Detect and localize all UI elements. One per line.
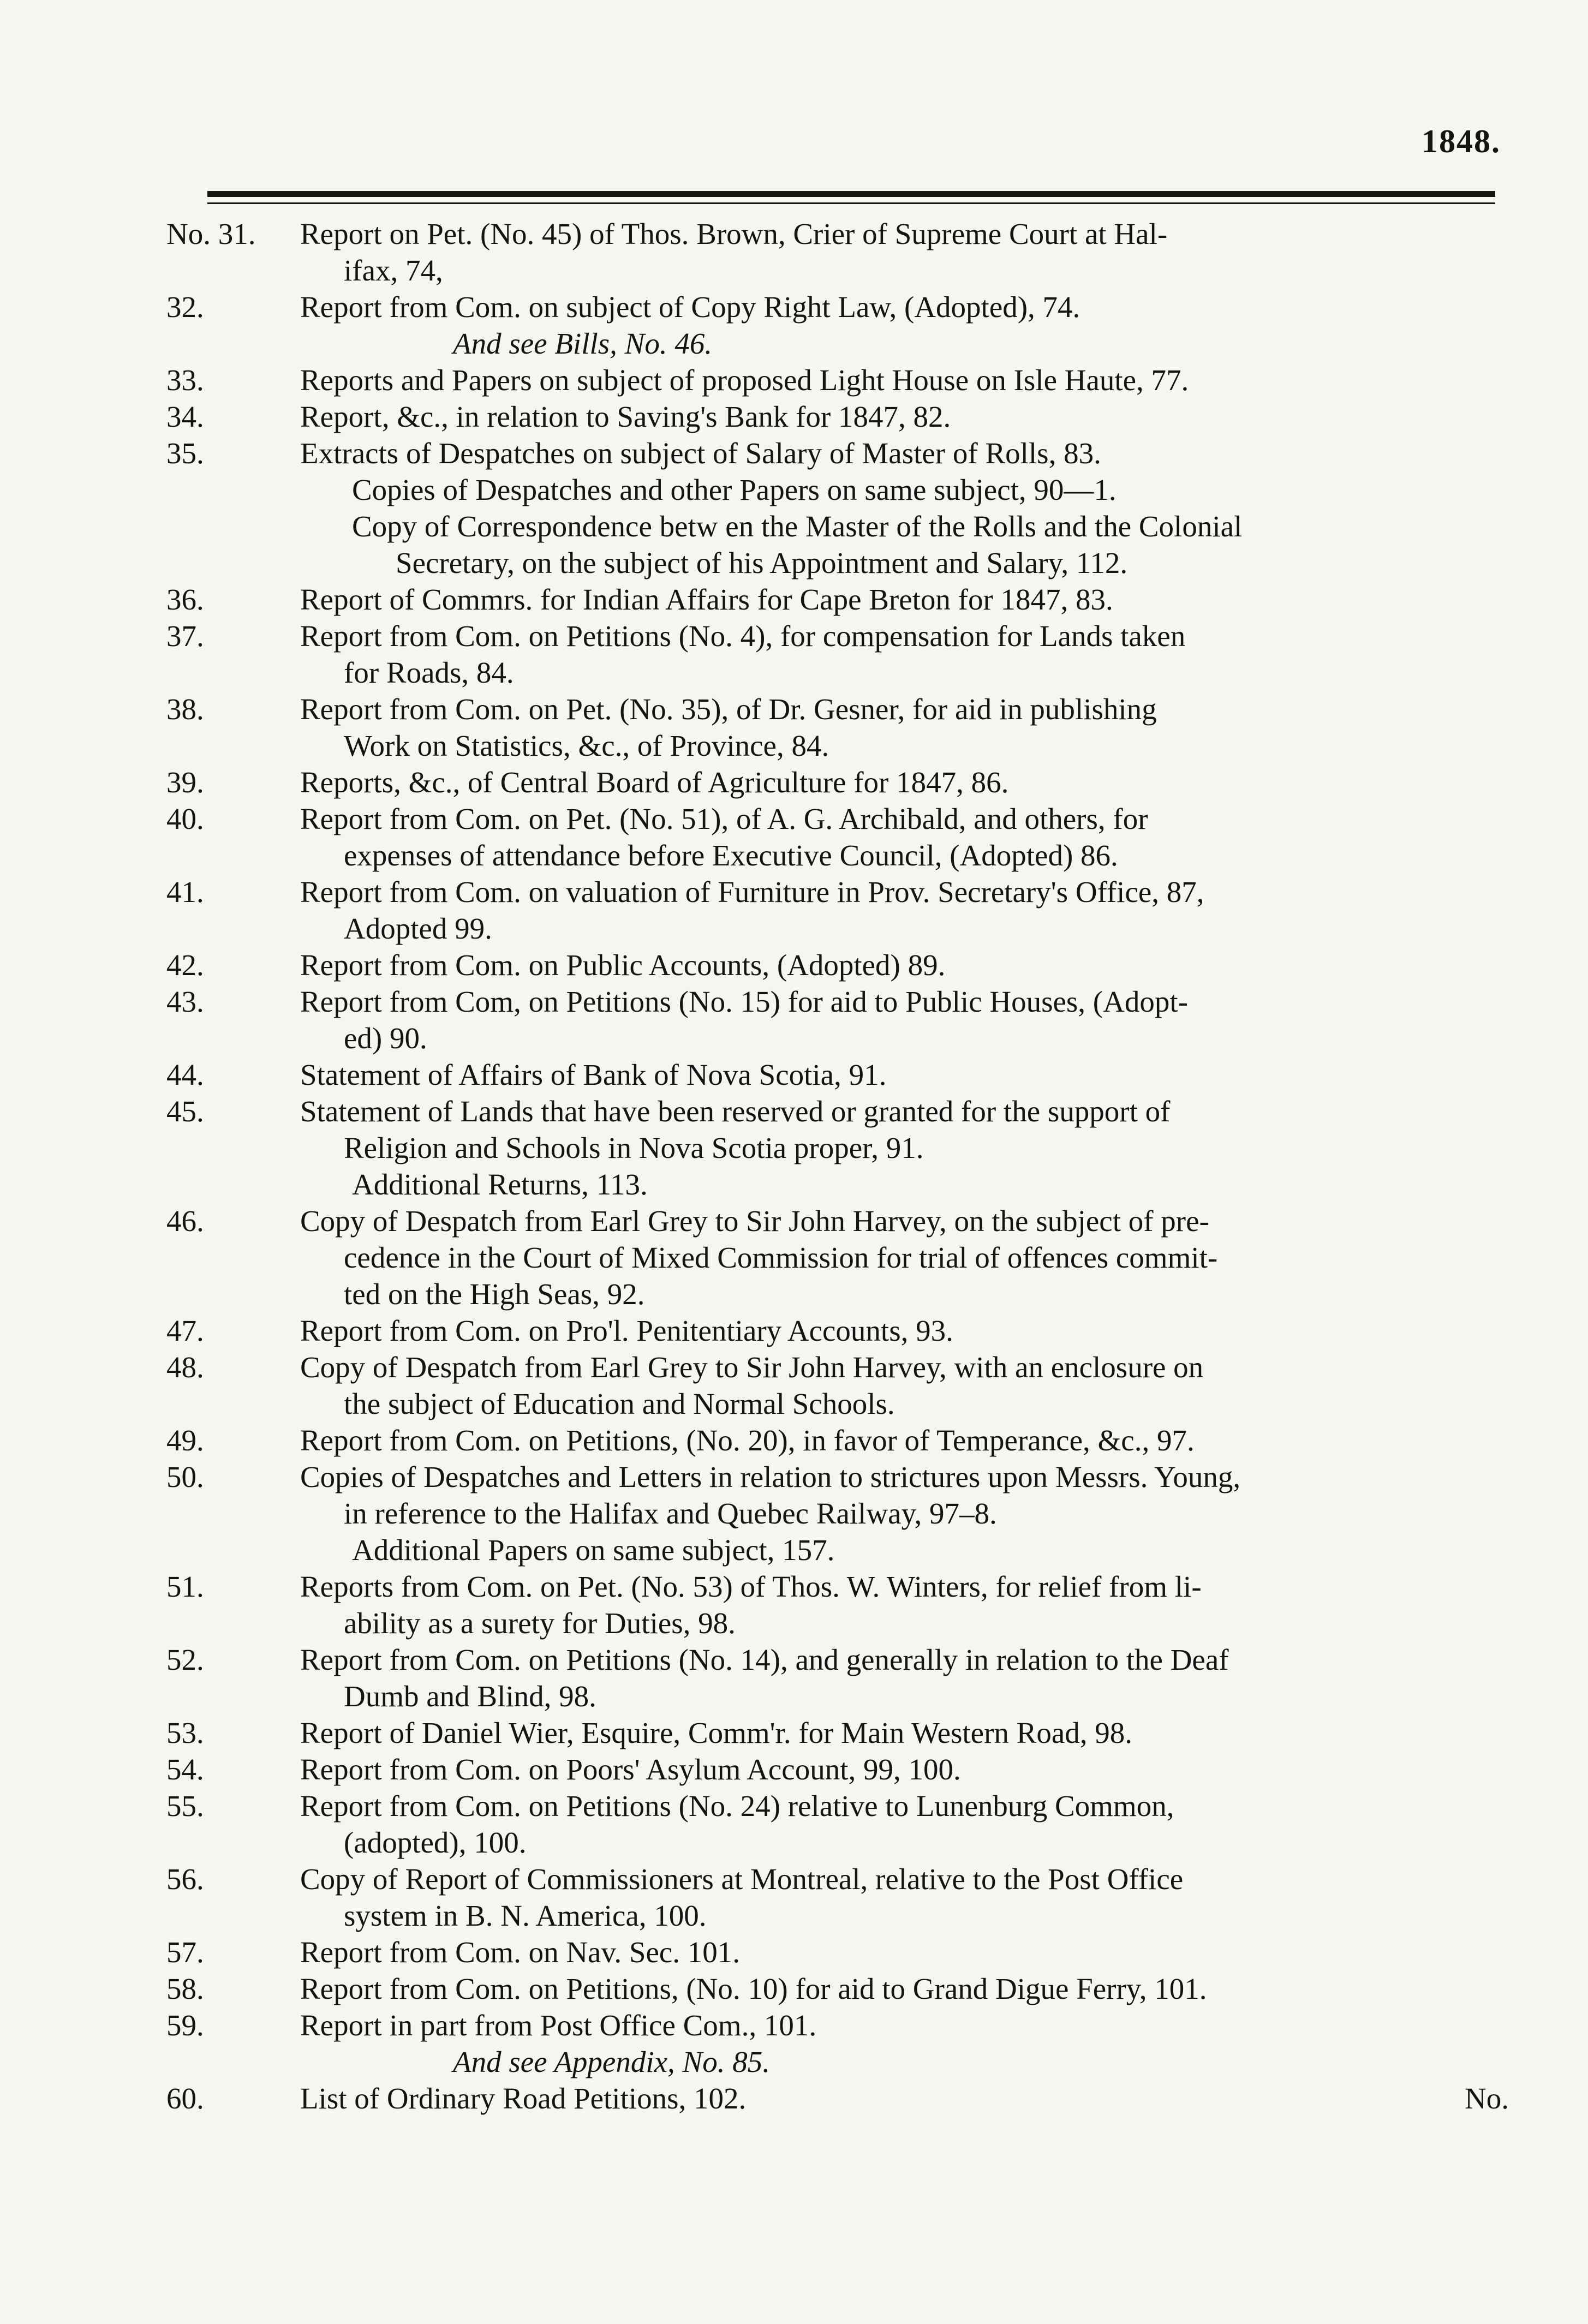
entry-number: 59. (166, 2009, 204, 2042)
list-item (166, 1934, 1509, 1970)
entry-text-line: Report from Com. on Petitions (No. 24) relative to Lunenburg Common, (300, 1789, 1174, 1823)
entry-body (300, 1203, 1509, 1312)
entry-number: 37. (166, 619, 204, 653)
entry-body (300, 2007, 1509, 2080)
entry-text-line: Copies of Despatches and Letters in relation to strictures upon Messrs. Young, (300, 1460, 1241, 1493)
list-item (166, 1751, 1509, 1788)
entry-number: 53. (166, 1716, 204, 1749)
entry-text-line: in reference to the Halifax and Quebec Railway, 97–8. (344, 1497, 997, 1530)
list-item (166, 800, 1509, 874)
list-item (166, 398, 1509, 435)
entry-body (300, 289, 1509, 362)
entry-text-line: Work on Statistics, &c., of Province, 84. (344, 729, 829, 762)
entry-body (300, 618, 1509, 691)
entry-number: 55. (166, 1789, 204, 1823)
catchword: No. (1465, 2082, 1509, 2115)
entry-number: 34. (166, 400, 204, 433)
entry-text-line: ifax, 74, (344, 254, 443, 287)
entry-body (300, 2080, 1509, 2117)
entry-text-line: Dumb and Blind, 98. (344, 1680, 596, 1713)
header-rule-thick (207, 191, 1495, 197)
entry-text-line: Report from Com. on subject of Copy Right Law, (Adopted), 74. (300, 290, 1080, 324)
entry-body (300, 1459, 1509, 1568)
entry-text-line: Reports and Papers on subject of proposed Light House on Isle Haute, 77. (300, 363, 1189, 397)
entry-number: 60. (166, 2082, 204, 2115)
list-item (166, 1970, 1509, 2007)
entry-text-line: Report from Com. on Petitions (No. 4), for compensation for Lands taken (300, 619, 1186, 653)
entry-subline: Secretary, on the subject of his Appointment and Salary, 112. (396, 546, 1128, 579)
entry-number: 36. (166, 583, 204, 616)
entry-text-line: Reports from Com. on Pet. (No. 53) of Thos. W. Winters, for relief from li- (300, 1570, 1202, 1603)
list-item (166, 289, 1509, 362)
entry-text-line: Report from Com. on Poors' Asylum Account, 99, 100. (300, 1753, 961, 1786)
list-item (166, 1312, 1509, 1349)
list-item (166, 983, 1509, 1056)
entry-text-line: Report from Com. on Petitions, (No. 20), in favor of Temperance, &c., 97. (300, 1424, 1195, 1457)
list-item (166, 1056, 1509, 1093)
entry-text-line: Report on Pet. (No. 45) of Thos. Brown, Crier of Supreme Court at Hal- (300, 217, 1168, 250)
list-item (166, 764, 1509, 800)
entry-body (300, 398, 1509, 435)
entry-text-line: for Roads, 84. (344, 656, 514, 689)
entry-body (300, 1714, 1509, 1751)
entry-number: 50. (166, 1460, 204, 1493)
list-item (166, 618, 1509, 691)
entry-number: 42. (166, 948, 204, 982)
entry-text-line: Report from Com, on Petitions (No. 15) for aid to Public Houses, (Adopt- (300, 985, 1188, 1018)
entry-text-line: Religion and Schools in Nova Scotia proper, 91. (344, 1131, 924, 1164)
entry-text-line: Report in part from Post Office Com., 101. (300, 2009, 817, 2042)
entry-text-line: expenses of attendance before Executive Council, (Adopted) 86. (344, 839, 1118, 872)
entry-number: 35. (166, 437, 204, 470)
entry-body (300, 1056, 1509, 1093)
entry-text-line: Report from Com. on Petitions, (No. 10) for aid to Grand Digue Ferry, 101. (300, 1972, 1207, 2005)
entry-text-line: Report from Com. on valuation of Furniture in Prov. Secretary's Office, 87, (300, 875, 1204, 909)
entry-body (300, 1751, 1509, 1788)
entry-body (300, 1312, 1509, 1349)
entry-number: 39. (166, 766, 204, 799)
entry-number: 40. (166, 802, 204, 835)
entry-number: 41. (166, 875, 204, 909)
page-year: 1848. (1422, 123, 1501, 159)
entry-number: 48. (166, 1351, 204, 1384)
entry-number: 46. (166, 1204, 204, 1238)
entry-text-line: Report of Commrs. for Indian Affairs for Cape Breton for 1847, 83. (300, 583, 1113, 616)
entry-body (300, 800, 1509, 874)
entry-body (300, 764, 1509, 800)
entry-text-line: Report from Com. on Pro'l. Penitentiary Accounts, 93. (300, 1314, 953, 1347)
entry-text-line: Report from Com. on Public Accounts, (Adopted) 89. (300, 948, 946, 982)
entry-text-line: Report, &c., in relation to Saving's Bank for 1847, 82. (300, 400, 951, 433)
entry-number: No. 31. (166, 217, 256, 250)
entry-text-line: ability as a surety for Duties, 98. (344, 1606, 736, 1640)
entry-number: 49. (166, 1424, 204, 1457)
entry-number: 32. (166, 290, 204, 324)
entry-number: 51. (166, 1570, 204, 1603)
list-item (166, 362, 1509, 398)
entry-body (300, 983, 1509, 1056)
entry-body (300, 1093, 1509, 1203)
list-item (166, 216, 1509, 289)
entry-body (300, 1970, 1509, 2007)
entry-text-line: Adopted 99. (344, 912, 492, 945)
list-item (166, 691, 1509, 764)
see-also-note: And see Appendix, No. 85. (453, 2045, 770, 2078)
entry-body (300, 216, 1509, 289)
header-rule-thin (207, 202, 1495, 204)
entry-text-line: Report of Daniel Wier, Esquire, Comm'r. for Main Western Road, 98. (300, 1716, 1132, 1749)
list-item (166, 1422, 1509, 1459)
list-item (166, 1459, 1509, 1568)
list-item (166, 2007, 1509, 2080)
entry-number: 56. (166, 1862, 204, 1896)
list-item (166, 874, 1509, 947)
entry-number: 33. (166, 363, 204, 397)
entry-text-line: cedence in the Court of Mixed Commission for trial of offences commit- (344, 1241, 1218, 1274)
entry-text-line: Statement of Lands that have been reserved or granted for the support of (300, 1095, 1171, 1128)
entry-text-line: Report from Com. on Nav. Sec. 101. (300, 1935, 741, 1969)
entry-body (300, 362, 1509, 398)
entry-number: 38. (166, 692, 204, 726)
entry-body (300, 691, 1509, 764)
list-item (166, 1349, 1509, 1422)
entry-text-line: Report from Com. on Pet. (No. 51), of A. G. Archibald, and others, for (300, 802, 1148, 835)
list-item (166, 1093, 1509, 1203)
entry-body (300, 874, 1509, 947)
entry-text-line: ted on the High Seas, 92. (344, 1277, 645, 1311)
entry-body (300, 1861, 1509, 1934)
entry-body (300, 1934, 1509, 1970)
entry-number: 57. (166, 1935, 204, 1969)
entry-number: 44. (166, 1058, 204, 1091)
list-item (166, 435, 1509, 581)
entry-text-line: Copy of Report of Commissioners at Montreal, relative to the Post Office (300, 1862, 1184, 1896)
entry-body (300, 1422, 1509, 1459)
list-item (166, 1788, 1509, 1861)
entry-text-line: Copy of Despatch from Earl Grey to Sir John Harvey, on the subject of pre- (300, 1204, 1209, 1238)
entry-text-line: Copy of Despatch from Earl Grey to Sir John Harvey, with an enclosure on (300, 1351, 1204, 1384)
entry-text-line: Statement of Affairs of Bank of Nova Scotia, 91. (300, 1058, 887, 1091)
list-item (166, 1641, 1509, 1714)
list-item (166, 1568, 1509, 1641)
list-item (166, 1714, 1509, 1751)
entry-text-line: Reports, &c., of Central Board of Agriculture for 1847, 86. (300, 766, 1009, 799)
entry-text-line: Report from Com. on Petitions (No. 14), and generally in relation to the Deaf (300, 1643, 1229, 1676)
entry-body (300, 581, 1509, 618)
entry-body (300, 1568, 1509, 1641)
list-item (166, 1203, 1509, 1312)
entry-number: 54. (166, 1753, 204, 1786)
list-item (166, 1861, 1509, 1934)
entry-number: 58. (166, 1972, 204, 2005)
entry-last-line (300, 2080, 1509, 2117)
entry-number: 47. (166, 1314, 204, 1347)
list-item (166, 581, 1509, 618)
entry-subline: Copies of Despatches and other Papers on same subject, 90—1. (352, 473, 1117, 506)
entry-text-line: system in B. N. America, 100. (344, 1899, 707, 1932)
entry-text-line: List of Ordinary Road Petitions, 102. (300, 2082, 747, 2115)
entry-text-line: ed) 90. (344, 1021, 427, 1055)
entry-text-line: Extracts of Despatches on subject of Salary of Master of Rolls, 83. (300, 437, 1101, 470)
entry-text-line: the subject of Education and Normal Schools. (344, 1387, 895, 1420)
entry-subline: Additional Returns, 113. (352, 1168, 648, 1201)
entry-number: 52. (166, 1643, 204, 1676)
entry-number: 43. (166, 985, 204, 1018)
see-also-note: And see Bills, No. 46. (453, 327, 713, 360)
entry-text-line: Report from Com. on Pet. (No. 35), of Dr. Gesner, for aid in publishing (300, 692, 1157, 726)
entry-number: 45. (166, 1095, 204, 1128)
list-item (166, 2080, 1509, 2117)
list-item (166, 947, 1509, 983)
entry-body (300, 435, 1509, 581)
entry-subline: Copy of Correspondence betw en the Master of the Rolls and the Colonial (352, 510, 1243, 543)
entry-text-line: (adopted), 100. (344, 1826, 527, 1859)
entry-subline: Additional Papers on same subject, 157. (352, 1533, 835, 1567)
entry-body (300, 1788, 1509, 1861)
entry-list (166, 216, 1509, 2117)
entry-body (300, 1349, 1509, 1422)
entry-body (300, 947, 1509, 983)
entry-body (300, 1641, 1509, 1714)
